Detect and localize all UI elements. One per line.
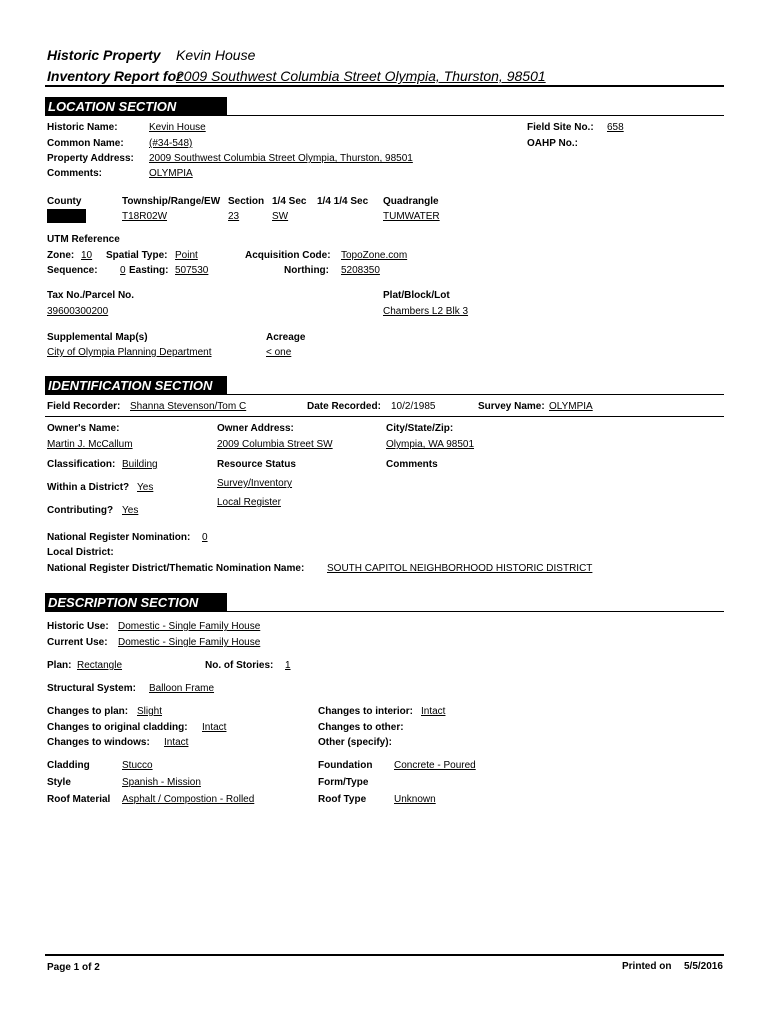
- identification-rule: [45, 394, 724, 395]
- easting-value: 507530: [175, 265, 209, 276]
- structural-value: Balloon Frame: [149, 683, 215, 694]
- other-specify-label: Other (specify):: [318, 737, 392, 748]
- quarter-label: 1/4 Sec: [272, 196, 307, 207]
- footer-rule: [45, 954, 724, 956]
- survey-name-value: OLYMPIA: [549, 401, 593, 412]
- comments-label: Comments:: [47, 168, 103, 179]
- title-label: Historic Property: [47, 47, 161, 63]
- quarter-value: SW: [272, 211, 289, 222]
- supp-map-value: City of Olympia Planning Department: [47, 347, 212, 358]
- plan-label: Plan:: [47, 660, 72, 671]
- current-use-label: Current Use:: [47, 637, 108, 648]
- changes-plan-value: Slight: [137, 706, 163, 717]
- location-rule: [45, 115, 724, 116]
- printed-date: 5/5/2016: [684, 961, 723, 972]
- style-value: Spanish - Mission: [122, 777, 201, 788]
- title-value: Kevin House: [176, 47, 256, 63]
- classification-label: Classification:: [47, 459, 116, 470]
- classification-value: Building: [122, 459, 158, 470]
- easting-label: Easting:: [129, 265, 169, 276]
- property-address-value: 2009 Southwest Columbia Street Olympia, Thurston, 98501: [149, 153, 413, 164]
- plan-value: Rectangle: [77, 660, 123, 671]
- common-name-value: (#34-548): [149, 138, 193, 149]
- contributing-value: Yes: [122, 505, 139, 516]
- within-district-label: Within a District?: [47, 482, 130, 493]
- header-rule: [45, 85, 724, 87]
- field-site-value: 658: [607, 122, 624, 133]
- northing-value: 5208350: [341, 265, 380, 276]
- changes-other-label: Changes to other:: [318, 722, 404, 733]
- zone-label: Zone:: [47, 250, 75, 261]
- changes-windows-label: Changes to windows:: [47, 737, 150, 748]
- nr-nomination-value: 0: [202, 532, 208, 543]
- spatial-type-label: Spatial Type:: [106, 250, 168, 261]
- within-district-value: Yes: [137, 482, 154, 493]
- property-address-label: Property Address:: [47, 153, 134, 164]
- oahp-label: OAHP No.:: [527, 138, 578, 149]
- id-comments-label: Comments: [386, 459, 438, 470]
- date-recorded-label: Date Recorded:: [307, 401, 381, 412]
- utm-label: UTM Reference: [47, 234, 120, 245]
- township-value: T18R02W: [122, 211, 168, 222]
- foundation-value: Concrete - Poured: [394, 760, 476, 771]
- owner-name-value: Martin J. McCallum: [47, 439, 133, 450]
- owner-address-value: 2009 Columbia Street SW: [217, 439, 333, 450]
- historic-name-value: Kevin House: [149, 122, 206, 133]
- nr-nomination-label: National Register Nomination:: [47, 532, 191, 543]
- report-label: Inventory Report for: [47, 68, 182, 84]
- recorder-rule: [45, 416, 724, 417]
- tax-label: Tax No./Parcel No.: [47, 290, 135, 301]
- cladding-label: Cladding: [47, 760, 90, 771]
- nr-district-label: National Register District/Thematic Nomination Name:: [47, 563, 305, 574]
- historic-use-label: Historic Use:: [47, 621, 109, 632]
- acquisition-label: Acquisition Code:: [245, 250, 331, 261]
- stories-value: 1: [285, 660, 291, 671]
- supp-map-label: Supplemental Map(s): [47, 332, 148, 343]
- stories-label: No. of Stories:: [205, 660, 274, 671]
- date-recorded-value: 10/2/1985: [391, 401, 436, 412]
- roof-type-label: Roof Type: [318, 794, 367, 805]
- northing-label: Northing:: [284, 265, 329, 276]
- roof-type-value: Unknown: [394, 794, 436, 805]
- plat-label: Plat/Block/Lot: [383, 290, 450, 301]
- foundation-label: Foundation: [318, 760, 373, 771]
- resource-status-label: Resource Status: [217, 459, 296, 470]
- resource-status-2: Local Register: [217, 497, 281, 508]
- contributing-label: Contributing?: [47, 505, 114, 516]
- field-recorder-label: Field Recorder:: [47, 401, 121, 412]
- tax-value: 39600300200: [47, 306, 109, 317]
- sequence-label: Sequence:: [47, 265, 98, 276]
- common-name-label: Common Name:: [47, 138, 124, 149]
- owner-address-label: Owner Address:: [217, 423, 294, 434]
- changes-plan-label: Changes to plan:: [47, 706, 129, 717]
- historic-name-label: Historic Name:: [47, 122, 118, 133]
- plat-value: Chambers L2 Blk 3: [383, 306, 469, 317]
- township-label: Township/Range/EW: [122, 196, 221, 207]
- roof-material-value: Asphalt / Compostion - Rolled: [122, 794, 255, 805]
- section-label: Section: [228, 196, 265, 207]
- acreage-value: < one: [266, 347, 292, 358]
- printed-label: Printed on: [622, 961, 672, 972]
- style-label: Style: [47, 777, 71, 788]
- changes-interior-label: Changes to interior:: [318, 706, 414, 717]
- comments-value: OLYMPIA: [149, 168, 193, 179]
- description-rule: [45, 611, 724, 612]
- section-value: 23: [228, 211, 240, 222]
- county-label: County: [47, 196, 82, 207]
- structural-label: Structural System:: [47, 683, 136, 694]
- historic-use-value: Domestic - Single Family House: [118, 621, 261, 632]
- zone-value: 10: [81, 250, 93, 261]
- roof-material-label: Roof Material: [47, 794, 111, 805]
- nr-district-value: SOUTH CAPITOL NEIGHBORHOOD HISTORIC DISTRICT: [327, 563, 593, 574]
- description-section-title: DESCRIPTION SECTION: [45, 593, 227, 612]
- changes-interior-value: Intact: [421, 706, 446, 717]
- quarter-quarter-label: 1/4 1/4 Sec: [317, 196, 369, 207]
- field-site-label: Field Site No.:: [527, 122, 594, 133]
- acreage-label: Acreage: [266, 332, 306, 343]
- field-recorder-value: Shanna Stevenson/Tom C: [130, 401, 247, 412]
- owner-name-label: Owner's Name:: [47, 423, 120, 434]
- survey-name-label: Survey Name:: [478, 401, 545, 412]
- county-redaction: [47, 209, 86, 223]
- changes-cladding-label: Changes to original cladding:: [47, 722, 188, 733]
- acquisition-value: TopoZone.com: [341, 250, 408, 261]
- current-use-value: Domestic - Single Family House: [118, 637, 261, 648]
- resource-status-1: Survey/Inventory: [217, 478, 293, 489]
- quadrangle-value: TUMWATER: [383, 211, 440, 222]
- quadrangle-label: Quadrangle: [383, 196, 439, 207]
- identification-section-title: IDENTIFICATION SECTION: [45, 376, 227, 395]
- form-type-label: Form/Type: [318, 777, 369, 788]
- page-number: Page 1 of 2: [47, 962, 100, 973]
- changes-cladding-value: Intact: [202, 722, 227, 733]
- local-district-label: Local District:: [47, 547, 114, 558]
- spatial-type-value: Point: [175, 250, 198, 261]
- location-section-title: LOCATION SECTION: [45, 97, 227, 116]
- changes-windows-value: Intact: [164, 737, 189, 748]
- city-value: Olympia, WA 98501: [386, 439, 475, 450]
- city-label: City/State/Zip:: [386, 423, 454, 434]
- report-address: 2009 Southwest Columbia Street Olympia, Thurston, 98501: [176, 68, 546, 84]
- sequence-value: 0: [120, 265, 126, 276]
- cladding-value: Stucco: [122, 760, 153, 771]
